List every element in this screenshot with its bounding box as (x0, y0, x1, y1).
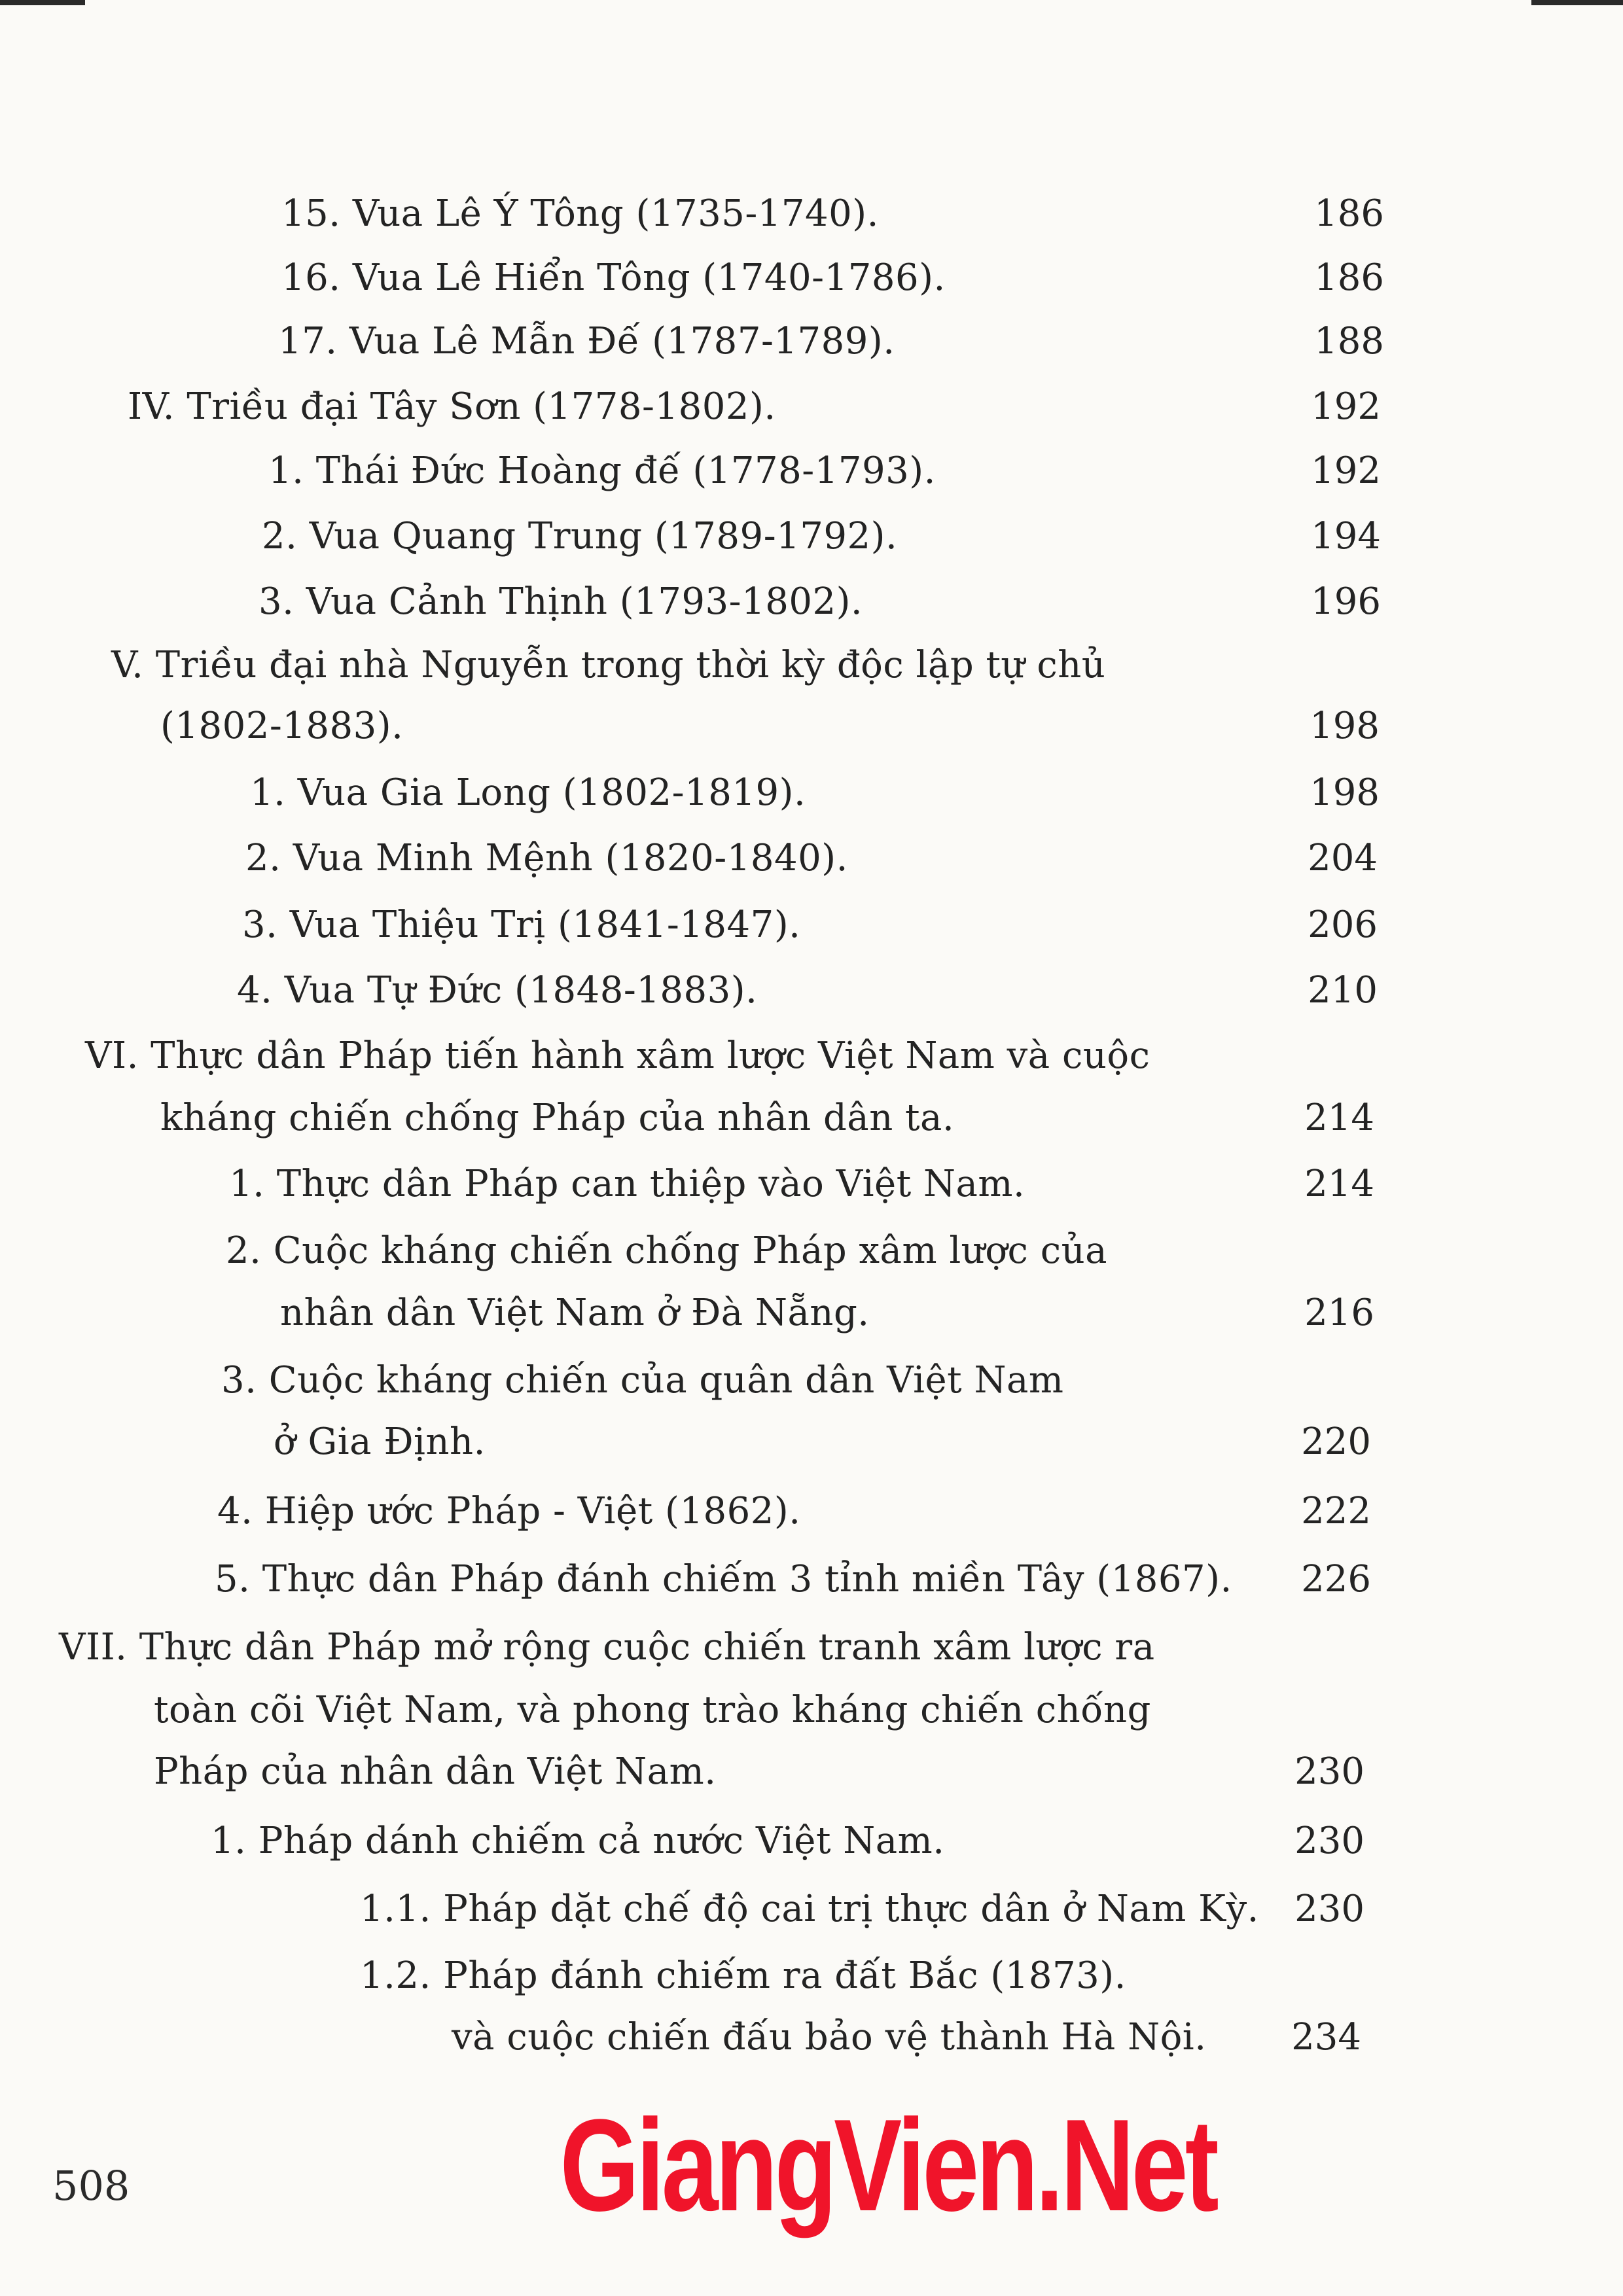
toc-entry-tu-duc: 4. Vua Tự Đức (1848-1883). (237, 969, 758, 1012)
toc-entry-thieu-tri: 3. Vua Thiệu Trị (1841-1847). (242, 904, 801, 946)
toc-page-number: 210 (1308, 969, 1378, 1012)
watermark-logo: GiangVien.Net (560, 2093, 1217, 2238)
toc-entry-dat-bac: 1.2. Pháp đánh chiếm ra đất Bắc (1873). (360, 1954, 1126, 1997)
toc-page-number: 198 (1310, 771, 1380, 814)
toc-entry-3-tinh-mien-tay: 5. Thực dân Pháp đánh chiếm 3 tỉnh miền Tây (1867). (215, 1558, 1232, 1600)
toc-page-number: 192 (1311, 385, 1381, 428)
toc-entry-minh-menh: 2. Vua Minh Mệnh (1820-1840). (245, 837, 848, 879)
toc-entry-gia-dinh: 3. Cuộc kháng chiến của quân dân Việt Nam (221, 1359, 1064, 1402)
toc-page-number: 230 (1294, 1820, 1364, 1862)
toc-page-number: 198 (1310, 705, 1380, 747)
toc-section-vi-line2: kháng chiến chống Pháp của nhân dân ta. (160, 1097, 955, 1139)
toc-entry-gia-long: 1. Vua Gia Long (1802-1819). (250, 771, 806, 814)
toc-section-vii-line2: toàn cõi Việt Nam, và phong trào kháng chiến chống (154, 1689, 1151, 1731)
toc-section-v: V. Triều đại nhà Nguyễn trong thời kỳ độc lập tự chủ (111, 644, 1106, 686)
toc-entry-can-thiep: 1. Thực dân Pháp can thiệp vào Việt Nam. (229, 1163, 1026, 1205)
toc-entry-le-y-tong: 15. Vua Lê Ý Tông (1735-1740). (281, 192, 879, 235)
toc-entry-danh-chiem-ca-nuoc: 1. Pháp dánh chiếm cả nước Việt Nam. (211, 1820, 945, 1862)
toc-page-number: 192 (1311, 450, 1381, 492)
toc-page-number: 216 (1304, 1292, 1374, 1334)
page-number: 508 (52, 2162, 130, 2210)
toc-page-number: 186 (1314, 192, 1384, 235)
toc-entry-nam-ky: 1.1. Pháp dặt chế độ cai trị thực dân ở Nam Kỳ. (360, 1888, 1259, 1930)
toc-section-vi: VI. Thực dân Pháp tiến hành xâm lược Việt Nam và cuộc (85, 1034, 1150, 1077)
toc-page-number: 234 (1291, 2016, 1361, 2058)
toc-page-number: 196 (1311, 580, 1381, 623)
toc-page-number: 214 (1304, 1097, 1374, 1139)
toc-section-vii-line3: Pháp của nhân dân Việt Nam. (154, 1750, 717, 1793)
toc-entry-le-man-de: 17. Vua Lê Mẫn Đế (1787-1789). (278, 320, 895, 362)
toc-page-number: 220 (1301, 1421, 1371, 1463)
toc-section-v-line2: (1802-1883). (160, 705, 404, 747)
toc-entry-da-nang: 2. Cuộc kháng chiến chống Pháp xâm lược của (226, 1229, 1108, 1272)
toc-entry-dat-bac-line2: và cuộc chiến đấu bảo vệ thành Hà Nội. (452, 2016, 1207, 2058)
toc-page-number: 194 (1311, 515, 1381, 557)
toc-entry-gia-dinh-line2: ở Gia Định. (274, 1421, 486, 1463)
toc-page-number: 204 (1308, 837, 1378, 879)
toc-entry-quang-trung: 2. Vua Quang Trung (1789-1792). (262, 515, 898, 557)
toc-section-vii: VII. Thực dân Pháp mở rộng cuộc chiến tranh xâm lược ra (59, 1626, 1155, 1669)
toc-entry-da-nang-line2: nhân dân Việt Nam ở Đà Nẵng. (280, 1292, 870, 1334)
toc-page-number: 206 (1308, 904, 1378, 946)
toc-page-number: 186 (1314, 256, 1384, 299)
toc-page-number: 222 (1301, 1490, 1371, 1532)
toc-page-number: 214 (1304, 1163, 1374, 1205)
toc-entry-canh-thinh: 3. Vua Cảnh Thịnh (1793-1802). (259, 580, 863, 623)
toc-entry-hiep-uoc: 4. Hiệp ước Pháp - Việt (1862). (217, 1490, 801, 1532)
toc-page-number: 188 (1314, 320, 1384, 362)
toc-page-number: 230 (1294, 1888, 1364, 1930)
toc-section-iv: IV. Triều đại Tây Sơn (1778-1802). (128, 385, 776, 428)
toc-entry-thai-duc: 1. Thái Đức Hoàng đế (1778-1793). (268, 450, 936, 492)
toc-page-number: 230 (1294, 1750, 1364, 1793)
toc-page-number: 226 (1301, 1558, 1371, 1600)
toc-entry-le-hien-tong: 16. Vua Lê Hiển Tông (1740-1786). (281, 256, 946, 299)
